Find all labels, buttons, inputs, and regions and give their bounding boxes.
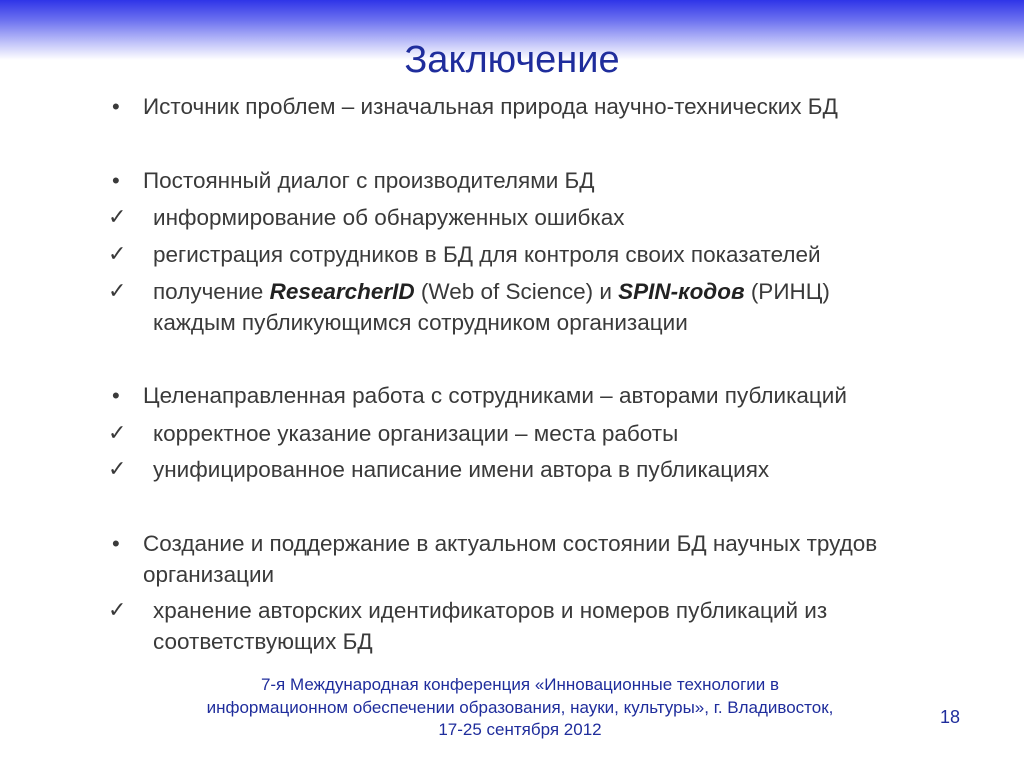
bullet-icon: •	[112, 383, 120, 408]
bullet-icon: •	[112, 531, 120, 556]
bullet-text: Постоянный диалог с производителями БД	[143, 168, 595, 193]
check-text-continued: соответствующих БД	[153, 629, 373, 654]
page-number: 18	[940, 707, 961, 727]
text-part: получение	[153, 279, 270, 304]
check-text-continued: каждым публикующимся сотрудником организации	[153, 310, 688, 335]
footer-line: информационном обеспечении образования, науки, культуры», г. Владивосток,	[206, 697, 834, 717]
bullet-text: Создание и поддержание в актуальном состоянии БД научных трудов	[143, 531, 878, 556]
bullet-text: Источник проблем – изначальная природа научно-технических БД	[143, 94, 838, 119]
spin-term: SPIN-кодов	[618, 279, 745, 304]
footer-line: 17-25 сентября 2012	[438, 720, 602, 739]
checkmark-icon: ✓	[108, 242, 127, 267]
check-text: регистрация сотрудников в БД для контроля своих показателей	[153, 242, 821, 267]
bullet-text-continued: организации	[143, 562, 275, 587]
text-part: (Web of Science) и	[414, 279, 619, 304]
checkmark-icon: ✓	[108, 421, 127, 446]
check-text: хранение авторских идентификаторов и номеров публикаций из	[153, 598, 828, 623]
check-text: корректное указание организации – места работы	[153, 421, 679, 446]
checkmark-icon: ✓	[108, 457, 127, 482]
slide-title: Заключение	[404, 39, 620, 81]
check-text: унифицированное написание имени автора в публикациях	[153, 457, 770, 482]
text-part: (РИНЦ)	[744, 279, 830, 304]
checkmark-icon: ✓	[108, 279, 127, 304]
researcherid-term: ResearcherID	[269, 279, 415, 304]
checkmark-icon: ✓	[108, 598, 127, 623]
check-text-rich	[153, 277, 830, 307]
check-text: информирование об обнаруженных ошибках	[153, 205, 625, 230]
checkmark-icon: ✓	[108, 205, 127, 230]
footer-conference	[130, 674, 910, 742]
footer-line: 7-я Международная конференция «Инновационные технологии в	[260, 675, 780, 694]
bullet-icon: •	[112, 168, 120, 193]
bullet-icon: •	[112, 94, 120, 119]
bullet-text: Целенаправленная работа с сотрудниками – авторами публикаций	[143, 383, 847, 408]
